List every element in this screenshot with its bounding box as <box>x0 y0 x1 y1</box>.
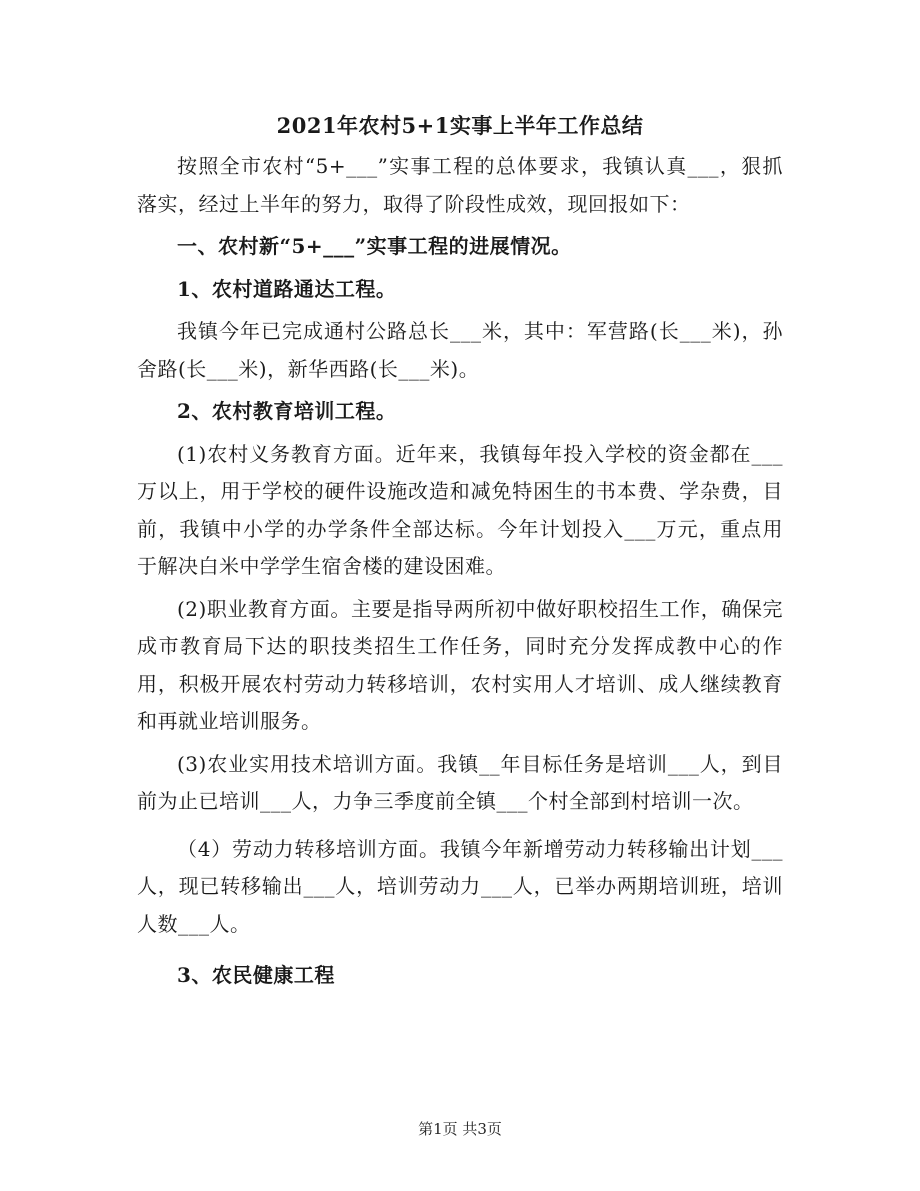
document-title: 2021年农村5+1实事上半年工作总结 <box>276 113 644 138</box>
intro-paragraph: 按照全市农村“5+___”实事工程的总体要求，我镇认真___，狠抓落实，经过上半年的努力，取得了阶段性成效，现回报如下： <box>137 154 783 216</box>
labor-transfer-paragraph: （4）劳动力转移培训方面。我镇今年新增劳动力转移输出计划___人，现已转移输出___人，培训劳动力___人，已举办两期培训班，培训人数___人。 <box>137 836 783 936</box>
document-body <box>137 148 783 1000</box>
page-number: 第1页 共3页 <box>418 1120 502 1138</box>
section-heading-1: 一、农村新“5+___”实事工程的进展情况。 <box>177 234 572 258</box>
agricultural-training-paragraph: (3)农业实用技术培训方面。我镇__年目标任务是培训___人，到目前为止已培训___人，力争三季度前全镇___个村全部到村培训一次。 <box>137 751 783 813</box>
subsection-heading-health: 3、农民健康工程 <box>177 963 335 987</box>
compulsory-education-paragraph: (1)农村义务教育方面。近年来，我镇每年投入学校的资金都在___万以上，用于学校的硬件设施改造和减免特困生的书本费、学杂费，目前，我镇中小学的办学条件全部达标。今年计划投入___万元，重点用于解决白米中学学生宿舍楼的建设困难。 <box>137 441 783 578</box>
subsection-heading-education: 2、农村教育培训工程。 <box>177 399 397 423</box>
subsection-heading-road: 1、农村道路通达工程。 <box>177 276 397 301</box>
road-paragraph: 我镇今年已完成通村公路总长___米，其中：军营路(长___米)，孙舍路(长___米)，新华西路(长___米)。 <box>137 319 783 381</box>
vocational-education-paragraph: (2)职业教育方面。主要是指导两所初中做好职校招生工作，确保完成市教育局下达的职技类招生工作任务，同时充分发挥成教中心的作用，积极开展农村劳动力转移培训，农村实用人才培训、成人继续教育和再就业培训服务。 <box>137 596 783 733</box>
